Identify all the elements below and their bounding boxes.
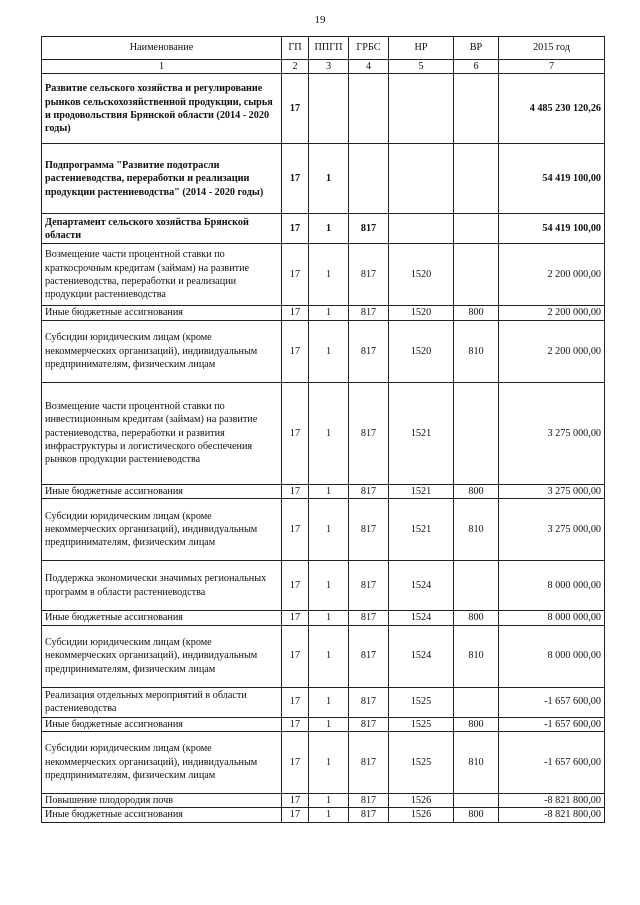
row-amount: 4 485 230 120,26 [499, 74, 605, 144]
index-cell: 1 [42, 60, 282, 74]
row-ppgp: 1 [309, 717, 349, 731]
row-vr [454, 74, 499, 144]
index-cell: 2 [282, 60, 309, 74]
header-ppgp: ППГП [309, 37, 349, 60]
row-gp: 17 [282, 561, 309, 611]
row-name: Субсидии юридическим лицам (кроме некоммерческих организаций), индивидуальным предпринимателям, физическим лицам [42, 625, 282, 687]
index-cell: 5 [389, 60, 454, 74]
row-ppgp [309, 74, 349, 144]
row-vr: 810 [454, 732, 499, 794]
row-ppgp: 1 [309, 808, 349, 822]
table-row [42, 717, 605, 731]
row-vr: 800 [454, 808, 499, 822]
row-grbs: 817 [349, 382, 389, 484]
row-gp: 17 [282, 306, 309, 320]
row-name: Субсидии юридическим лицам (кроме некоммерческих организаций), индивидуальным предпринимателям, физическим лицам [42, 499, 282, 561]
row-gp: 17 [282, 320, 309, 382]
row-vr: 800 [454, 611, 499, 625]
table-row [42, 306, 605, 320]
table-row [42, 732, 605, 794]
row-nr [389, 144, 454, 214]
row-name: Департамент сельского хозяйства Брянской области [42, 214, 282, 244]
row-gp: 17 [282, 74, 309, 144]
row-grbs: 817 [349, 687, 389, 717]
table-row [42, 611, 605, 625]
row-amount: 54 419 100,00 [499, 214, 605, 244]
row-grbs: 817 [349, 244, 389, 306]
row-nr: 1524 [389, 561, 454, 611]
row-amount: 54 419 100,00 [499, 144, 605, 214]
row-grbs: 817 [349, 794, 389, 808]
row-vr [454, 687, 499, 717]
row-nr: 1524 [389, 611, 454, 625]
row-nr: 1520 [389, 244, 454, 306]
row-nr [389, 214, 454, 244]
header-row [42, 37, 605, 60]
row-grbs: 817 [349, 611, 389, 625]
row-amount: 2 200 000,00 [499, 306, 605, 320]
row-ppgp: 1 [309, 306, 349, 320]
row-ppgp: 1 [309, 732, 349, 794]
row-gp: 17 [282, 214, 309, 244]
row-amount: -8 821 800,00 [499, 794, 605, 808]
index-row [42, 60, 605, 74]
row-grbs: 817 [349, 306, 389, 320]
row-nr [389, 74, 454, 144]
row-nr: 1521 [389, 382, 454, 484]
table-row [42, 625, 605, 687]
header-nr: НР [389, 37, 454, 60]
page-number: 19 [314, 14, 326, 26]
row-name: Повышение плодородия почв [42, 794, 282, 808]
row-gp: 17 [282, 808, 309, 822]
table-row [42, 74, 605, 144]
row-grbs: 817 [349, 808, 389, 822]
table-row [42, 484, 605, 498]
row-nr: 1526 [389, 794, 454, 808]
row-vr [454, 561, 499, 611]
row-gp: 17 [282, 611, 309, 625]
row-ppgp: 1 [309, 499, 349, 561]
table-row [42, 808, 605, 822]
row-amount: 8 000 000,00 [499, 611, 605, 625]
row-vr: 810 [454, 625, 499, 687]
row-vr: 800 [454, 484, 499, 498]
table-row [42, 499, 605, 561]
row-grbs: 817 [349, 717, 389, 731]
row-ppgp: 1 [309, 382, 349, 484]
row-amount: 8 000 000,00 [499, 625, 605, 687]
index-cell: 3 [309, 60, 349, 74]
row-ppgp: 1 [309, 214, 349, 244]
row-gp: 17 [282, 382, 309, 484]
row-name: Возмещение части процентной ставки по инвестиционным кредитам (займам) на развитие растениеводства, переработки и развития инфраструктуры и логистического обеспечения рынков продукции растениеводства [42, 382, 282, 484]
row-gp: 17 [282, 717, 309, 731]
row-name: Субсидии юридическим лицам (кроме некоммерческих организаций), индивидуальным предпринимателям, физическим лицам [42, 732, 282, 794]
table-row [42, 144, 605, 214]
row-gp: 17 [282, 484, 309, 498]
row-grbs [349, 144, 389, 214]
row-name: Реализация отдельных мероприятий в области растениеводства [42, 687, 282, 717]
row-amount: 3 275 000,00 [499, 484, 605, 498]
index-cell: 6 [454, 60, 499, 74]
table-row [42, 244, 605, 306]
row-amount: 2 200 000,00 [499, 244, 605, 306]
row-name: Подпрограмма "Развитие подотрасли растениеводства, переработки и реализации продукции растениеводства" (2014 - 2020 годы) [42, 144, 282, 214]
row-name: Развитие сельского хозяйства и регулирование рынков сельскохозяйственной продукции, сырья и продовольствия Брянской области (2014 - 2020 годы) [42, 74, 282, 144]
row-name: Возмещение части процентной ставки по краткосрочным кредитам (займам) на развитие растениеводства, переработки и реализации продукции растениеводства [42, 244, 282, 306]
table-row [42, 320, 605, 382]
table-row [42, 214, 605, 244]
row-ppgp: 1 [309, 611, 349, 625]
row-name: Иные бюджетные ассигнования [42, 306, 282, 320]
row-nr: 1524 [389, 625, 454, 687]
header-vr: ВР [454, 37, 499, 60]
row-vr [454, 144, 499, 214]
table-body [42, 74, 605, 822]
row-ppgp: 1 [309, 144, 349, 214]
row-nr: 1520 [389, 320, 454, 382]
row-amount: 2 200 000,00 [499, 320, 605, 382]
row-nr: 1526 [389, 808, 454, 822]
row-vr: 810 [454, 320, 499, 382]
row-vr: 800 [454, 717, 499, 731]
row-gp: 17 [282, 732, 309, 794]
row-grbs: 817 [349, 561, 389, 611]
row-ppgp: 1 [309, 244, 349, 306]
row-ppgp: 1 [309, 687, 349, 717]
table-row [42, 794, 605, 808]
row-name: Поддержка экономически значимых региональных программ в области растениеводства [42, 561, 282, 611]
row-amount: -8 821 800,00 [499, 808, 605, 822]
row-gp: 17 [282, 244, 309, 306]
row-vr [454, 794, 499, 808]
row-nr: 1520 [389, 306, 454, 320]
row-grbs: 817 [349, 499, 389, 561]
row-grbs: 817 [349, 625, 389, 687]
header-year: 2015 год [499, 37, 605, 60]
row-vr [454, 244, 499, 306]
row-vr [454, 382, 499, 484]
row-nr: 1521 [389, 484, 454, 498]
row-grbs: 817 [349, 214, 389, 244]
row-grbs [349, 74, 389, 144]
row-name: Субсидии юридическим лицам (кроме некоммерческих организаций), индивидуальным предпринимателям, физическим лицам [42, 320, 282, 382]
row-gp: 17 [282, 499, 309, 561]
row-nr: 1525 [389, 732, 454, 794]
row-amount: -1 657 600,00 [499, 717, 605, 731]
row-gp: 17 [282, 687, 309, 717]
budget-table [41, 36, 605, 823]
row-amount: 3 275 000,00 [499, 499, 605, 561]
row-grbs: 817 [349, 484, 389, 498]
row-gp: 17 [282, 794, 309, 808]
row-vr: 800 [454, 306, 499, 320]
row-name: Иные бюджетные ассигнования [42, 808, 282, 822]
row-amount: -1 657 600,00 [499, 687, 605, 717]
header-grbs: ГРБС [349, 37, 389, 60]
header-name: Наименование [42, 37, 282, 60]
row-ppgp: 1 [309, 484, 349, 498]
row-gp: 17 [282, 144, 309, 214]
index-cell: 7 [499, 60, 605, 74]
row-name: Иные бюджетные ассигнования [42, 717, 282, 731]
row-nr: 1525 [389, 717, 454, 731]
row-grbs: 817 [349, 732, 389, 794]
row-amount: 8 000 000,00 [499, 561, 605, 611]
row-vr: 810 [454, 499, 499, 561]
row-ppgp: 1 [309, 794, 349, 808]
row-name: Иные бюджетные ассигнования [42, 484, 282, 498]
index-cell: 4 [349, 60, 389, 74]
row-ppgp: 1 [309, 320, 349, 382]
row-grbs: 817 [349, 320, 389, 382]
row-nr: 1525 [389, 687, 454, 717]
table-row [42, 561, 605, 611]
row-ppgp: 1 [309, 561, 349, 611]
row-gp: 17 [282, 625, 309, 687]
table-row [42, 687, 605, 717]
table-row [42, 382, 605, 484]
row-vr [454, 214, 499, 244]
row-nr: 1521 [389, 499, 454, 561]
row-amount: -1 657 600,00 [499, 732, 605, 794]
row-name: Иные бюджетные ассигнования [42, 611, 282, 625]
header-gp: ГП [282, 37, 309, 60]
row-amount: 3 275 000,00 [499, 382, 605, 484]
row-ppgp: 1 [309, 625, 349, 687]
